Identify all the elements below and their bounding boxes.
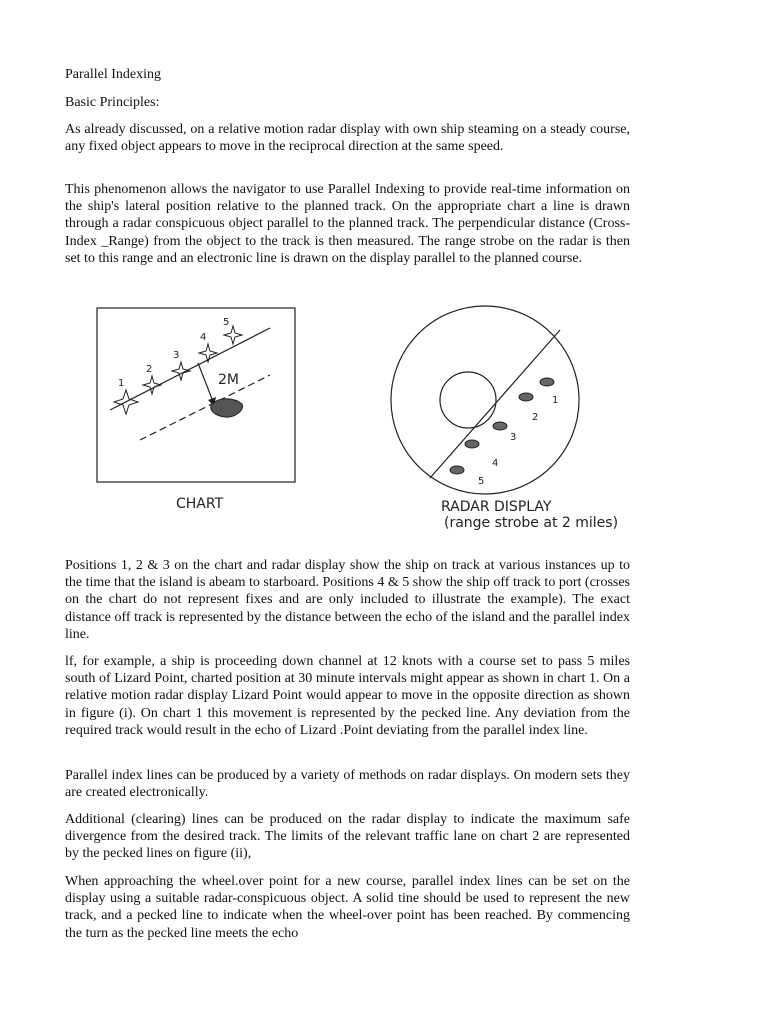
- range-label: 2M: [218, 372, 239, 388]
- radar-echo-4: [465, 440, 479, 448]
- range-strobe-ring: [440, 372, 496, 428]
- chart-diagram: [97, 308, 295, 512]
- paragraph-5: Parallel index lines can be produced by a variety of methods on radar displays. On modern sets they are created electronically.: [65, 768, 630, 801]
- radar-echo-label-2: 2: [532, 412, 539, 423]
- chart-position-label-3: 3: [173, 350, 180, 361]
- paragraph-3: Positions 1, 2 & 3 on the chart and radar display show the ship on track at various instances up to the time that the island is abeam to starboard. Positions 4 & 5 show the ship off track to port (crosses on the chart do not represent fixes and are only included to illustrate the example). The exact distance off track is represented by the distance between the echo of the island and the parallel index line.: [65, 558, 630, 642]
- position-cross-5: [224, 326, 242, 344]
- chart-caption: CHART: [176, 496, 224, 512]
- chart-frame: [97, 308, 295, 482]
- chart-position-label-2: 2: [146, 364, 153, 375]
- radar-parallel-index-line: [430, 330, 560, 478]
- radar-echo-3: [493, 422, 507, 430]
- paragraph-7: When approaching the wheel.over point for a new course, parallel index lines can be set on the display using a suitable radar-conspicuous object. A solid tine should be used to represent the new track, and a pecked line to indicate when the wheel-over point has been reached. By commencing the turn as the pecked line meets the echo: [65, 874, 630, 941]
- radar-echo-5: [450, 466, 464, 474]
- paragraph-4: lf, for example, a ship is proceeding down channel at 12 knots with a course set to pass 5 miles south of Lizard Point, charted position at 30 minute intervals might appear as shown in chart 1. On a relative motion radar display Lizard Point would appear to move in the opposite direction as shown in figure (i). On chart 1 this movement is represented by the pecked line. Any deviation from the required track would result in the echo of Lizard .Point deviating from the parallel index line.: [65, 654, 630, 738]
- document-title: Parallel Indexing: [65, 67, 162, 82]
- paragraph-1: As already discussed, on a relative motion radar display with own ship steaming on a steady course, any fixed object appears to move in the reciprocal direction at the same speed.: [65, 122, 630, 155]
- radar-echo-1: [540, 378, 554, 386]
- radar-echo-label-1: 1: [552, 395, 559, 406]
- chart-position-label-5: 5: [223, 317, 230, 328]
- radar-caption: RADAR DISPLAY: [441, 499, 552, 515]
- radar-echo-label-3: 3: [510, 432, 517, 443]
- parallel-indexing-figure: [80, 300, 640, 540]
- radar-subcaption: (range strobe at 2 miles): [444, 515, 619, 531]
- radar-scope-ring: [391, 306, 579, 494]
- range-arrow: [198, 363, 214, 404]
- paragraph-2: This phenomenon allows the navigator to use Parallel Indexing to provide real-time information on the ship's lateral position relative to the planned track. On the appropriate chart a line is drawn through a radar conspicuous object parallel to the planned track. The perpendicular distance (Cross-Index _Range) from the object to the track is then measured. The range strobe on the radar is then set to this range and an electronic line is drawn on the display parallel to the planned course.: [65, 182, 630, 266]
- radar-echo-label-4: 4: [492, 458, 499, 469]
- radar-echo-label-5: 5: [478, 476, 485, 487]
- chart-position-label-4: 4: [200, 332, 207, 343]
- radar-echo-2: [519, 393, 533, 401]
- chart-position-label-1: 1: [118, 378, 125, 389]
- section-heading: Basic Principles:: [65, 95, 160, 110]
- paragraph-6: Additional (clearing) lines can be produced on the radar display to indicate the maximum safe divergence from the desired track. The limits of the relevant traffic lane on chart 2 are represented by the pecked lines on figure (ii),: [65, 812, 630, 862]
- island-shape: [211, 399, 243, 417]
- radar-diagram: [391, 306, 618, 531]
- planned-track-line: [110, 328, 270, 410]
